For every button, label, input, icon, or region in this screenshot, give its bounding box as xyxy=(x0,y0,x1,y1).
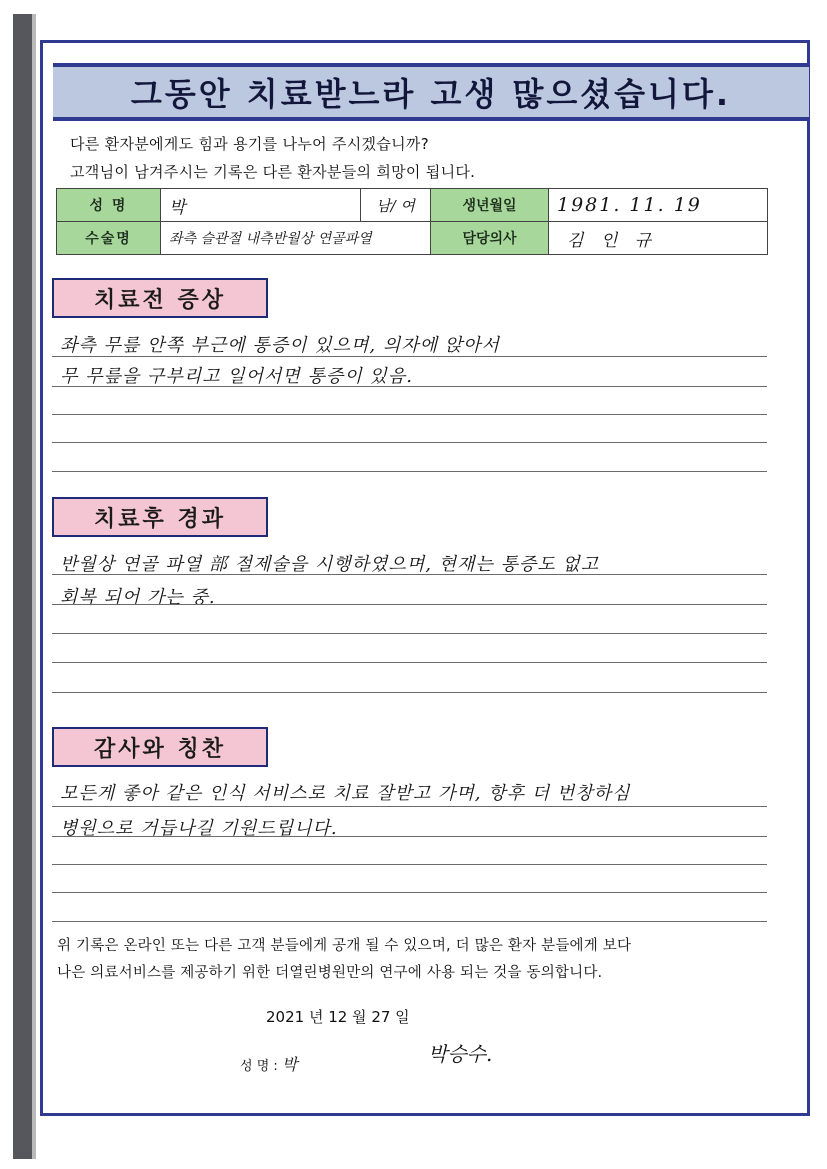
ruled-line xyxy=(52,864,767,865)
ruled-line xyxy=(52,414,767,415)
birth-value: 1981. 11. 19 xyxy=(557,194,702,216)
after-treatment-heading: 치료후 경과 xyxy=(52,497,268,537)
surgery-field xyxy=(161,222,431,255)
ruled-line xyxy=(52,442,767,443)
patient-info-table xyxy=(56,188,768,255)
name-field xyxy=(161,189,361,222)
ruled-line xyxy=(52,356,767,357)
page-title: 그동안 치료받느라 고생 많으셨습니다. xyxy=(130,75,732,113)
signature-name: 박 xyxy=(281,1055,298,1074)
intro-line-1: 다른 환자분에게도 힘과 용기를 나누어 주시겠습니까? xyxy=(70,135,429,153)
ruled-line xyxy=(52,604,767,605)
ruled-line xyxy=(52,386,767,387)
after-note-line-1: 반월상 연골 파열 部 절제술을 시행하였으며, 현재는 통증도 없고 xyxy=(60,554,600,575)
birth-label: 생년월일 xyxy=(431,189,549,222)
before-treatment-heading: 치료전 증상 xyxy=(52,278,268,318)
ruled-line xyxy=(52,633,767,634)
consent-line-2: 나은 의료서비스를 제공하기 위한 더열린병원만의 연구에 사용 되는 것을 동의합니다. xyxy=(57,965,603,981)
doctor-label: 담당의사 xyxy=(431,222,549,255)
consent-line-1: 위 기록은 온라인 또는 다른 고객 분들에게 공개 될 수 있으며, 더 많은 환자 분들에게 보다 xyxy=(57,938,632,954)
birth-field xyxy=(549,189,768,222)
ruled-line xyxy=(52,806,767,807)
thanks-heading: 감사와 칭찬 xyxy=(52,727,268,767)
before-note-line-1: 좌측 무릎 안쪽 부근에 통증이 있으며, 의자에 앉아서 xyxy=(60,335,500,356)
ruled-line xyxy=(52,662,767,663)
ruled-line xyxy=(52,692,767,693)
after-note-line-2: 회복 되어 가는 중. xyxy=(60,587,216,608)
name-value: 박 xyxy=(169,197,186,218)
ruled-line xyxy=(52,921,767,922)
thanks-note-line-2: 병원으로 거듭나길 기원드립니다. xyxy=(60,818,338,839)
gender-value: 남/ 여 xyxy=(376,196,415,215)
doctor-value: 김 인 규 xyxy=(567,230,658,251)
gender-field xyxy=(361,189,431,222)
surgery-label: 수술명 xyxy=(57,222,161,255)
handwritten-signature: 박승수. xyxy=(428,1042,493,1066)
doctor-field xyxy=(549,222,768,255)
name-label: 성 명 xyxy=(57,189,161,222)
ruled-line xyxy=(52,892,767,893)
ruled-line xyxy=(52,471,767,472)
thanks-note-line-1: 모든게 좋아 같은 인식 서비스로 치료 잘받고 가며, 항후 더 번창하심 xyxy=(60,783,631,804)
before-note-line-2: 무 무릎을 구부리고 일어서면 통증이 있음. xyxy=(60,366,413,387)
signature-date: 2021 년 12 월 27 일 xyxy=(266,1008,410,1026)
signature-block xyxy=(240,1052,297,1075)
surgery-value: 좌측 슬관절 내측반월상 연골파열 xyxy=(169,231,372,247)
binder-strip xyxy=(13,14,32,1159)
ruled-line xyxy=(52,836,767,837)
intro-line-2: 고객님이 남겨주시는 기록은 다른 환자분들의 희망이 됩니다. xyxy=(70,163,476,181)
ruled-line xyxy=(52,574,767,575)
signature-label: 성 명 : xyxy=(240,1059,278,1074)
